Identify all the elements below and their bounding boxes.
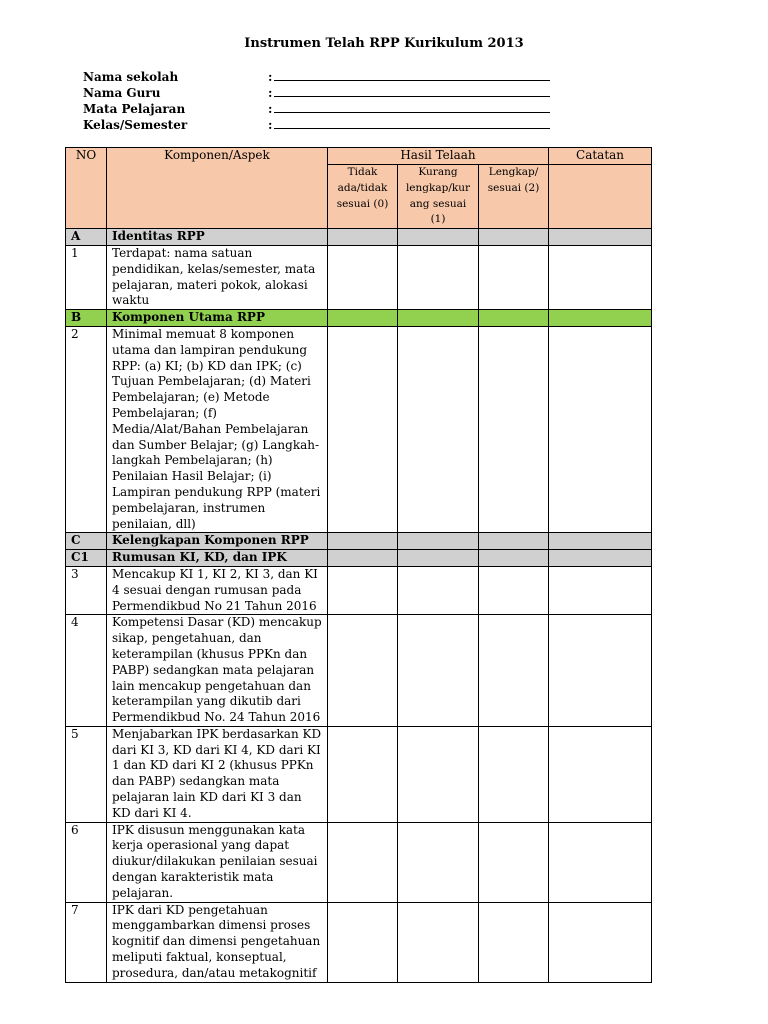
score-cell-1[interactable] [398,566,479,614]
notes-cell[interactable] [549,566,652,614]
notes-cell[interactable] [549,229,652,246]
score-cell-2[interactable] [479,326,549,532]
score-cell-0[interactable] [328,245,398,309]
field-label: Mata Pelajaran [83,102,186,116]
header-no: NO [66,148,107,229]
score-cell-2[interactable] [479,615,549,727]
notes-cell[interactable] [549,310,652,327]
notes-cell[interactable] [549,326,652,532]
document-title: Instrumen Telah RPP Kurikulum 2013 [244,36,524,51]
score-cell-0[interactable] [328,550,398,567]
score-cell-2[interactable] [479,229,549,246]
header-catatan-sub [549,165,652,229]
blank-line[interactable] [274,101,550,113]
row-text: Kelengkapan Komponen RPP [107,533,328,550]
row-number: A [66,229,107,246]
identity-fields [83,69,273,133]
header-komponen: Komponen/Aspek [107,148,328,229]
header-hasil-telaah: Hasil Telaah [328,148,549,165]
score-cell-1[interactable] [398,229,479,246]
field-label: Nama sekolah [83,70,179,84]
field-separator: : [268,118,273,132]
row-number: C1 [66,550,107,567]
table-row-1 [66,245,652,309]
score-cell-2[interactable] [479,822,549,902]
notes-cell[interactable] [549,822,652,902]
field-separator: : [268,102,273,116]
score-cell-0[interactable] [328,566,398,614]
score-cell-1[interactable] [398,533,479,550]
score-cell-1[interactable] [398,326,479,532]
row-number: 7 [66,902,107,982]
score-cell-0[interactable] [328,326,398,532]
row-text: Menjabarkan IPK berdasarkan KD dari KI 3, KD dari KI 4, KD dari KI 1 dan KD dari KI 2 (khusus PPKn dan PABP) sedangkan mata pelajaran lain KD dari KI 3 dan KD dari KI 4. [107,726,328,822]
field-separator: : [268,86,273,100]
score-cell-0[interactable] [328,229,398,246]
table-row-6 [66,822,652,902]
header-catatan: Catatan [549,148,652,165]
row-text: IPK disusun menggunakan kata kerja operasional yang dapat diukur/dilakukan penilaian sesuai dengan karakteristik mata pelajaran. [107,822,328,902]
row-text: Identitas RPP [107,229,328,246]
section-row-a [66,229,652,246]
section-row-b [66,310,652,327]
score-cell-1[interactable] [398,902,479,982]
score-cell-2[interactable] [479,726,549,822]
score-cell-1[interactable] [398,550,479,567]
row-text: Rumusan KI, KD, dan IPK [107,550,328,567]
row-text: IPK dari KD pengetahuan menggambarkan dimensi proses kognitif dan dimensi pengetahuan meliputi faktual, konseptual, prosedura, dan/atau metakognitif [107,902,328,982]
score-cell-0[interactable] [328,615,398,727]
row-number: 3 [66,566,107,614]
header-lengkap: Lengkap/ sesuai (2) [479,165,549,229]
row-number: C [66,533,107,550]
score-cell-0[interactable] [328,310,398,327]
blank-line[interactable] [274,69,550,81]
notes-cell[interactable] [549,902,652,982]
field-kelas-semester[interactable] [83,117,273,133]
field-nama-sekolah[interactable] [83,69,273,85]
row-number: 5 [66,726,107,822]
score-cell-1[interactable] [398,310,479,327]
header-kurang: Kurang lengkap/kur ang sesuai (1) [398,165,479,229]
row-number: 1 [66,245,107,309]
row-number: 4 [66,615,107,727]
row-number: B [66,310,107,327]
blank-line[interactable] [274,85,550,97]
field-label: Kelas/Semester [83,118,188,132]
score-cell-1[interactable] [398,615,479,727]
notes-cell[interactable] [549,245,652,309]
row-text: Kompetensi Dasar (KD) mencakup sikap, pengetahuan, dan keterampilan (khusus PPKn dan PABP) sedangkan mata pelajaran lain mencakup pengetahuan dan keterampilan yang dikutib dari Permendikbud No. 24 Tahun 2016 [107,615,328,727]
row-text: Komponen Utama RPP [107,310,328,327]
table-row-7 [66,902,652,982]
field-nama-guru[interactable] [83,85,273,101]
score-cell-1[interactable] [398,245,479,309]
table-row-5 [66,726,652,822]
section-row-c [66,533,652,550]
score-cell-0[interactable] [328,726,398,822]
notes-cell[interactable] [549,615,652,727]
review-table [65,147,652,983]
section-row-c1 [66,550,652,567]
score-cell-2[interactable] [479,310,549,327]
table-row-2 [66,326,652,532]
field-mata-pelajaran[interactable] [83,101,273,117]
table-row-4 [66,615,652,727]
score-cell-0[interactable] [328,902,398,982]
row-text: Minimal memuat 8 komponen utama dan lampiran pendukung RPP: (a) KI; (b) KD dan IPK; (c) Tujuan Pembelajaran; (d) Materi Pembelajaran; (e) Metode Pembelajaran; (f) Media/Alat/Bahan Pembelajaran dan Sumber Belajar; (g) Langkah-langkah Pembelajaran; (h) Penilaian Hasil Belajar; (i) Lampiran pendukung RPP (materi pembelajaran, instrumen penilaian, dll) [107,326,328,532]
score-cell-0[interactable] [328,822,398,902]
notes-cell[interactable] [549,726,652,822]
field-label: Nama Guru [83,86,161,100]
score-cell-2[interactable] [479,902,549,982]
notes-cell[interactable] [549,533,652,550]
blank-line[interactable] [274,117,550,129]
score-cell-2[interactable] [479,566,549,614]
row-number: 2 [66,326,107,532]
score-cell-2[interactable] [479,533,549,550]
header-tidak: Tidak ada/tidak sesuai (0) [328,165,398,229]
row-number: 6 [66,822,107,902]
table-row-3 [66,566,652,614]
score-cell-2[interactable] [479,550,549,567]
score-cell-1[interactable] [398,726,479,822]
field-separator: : [268,70,273,84]
notes-cell[interactable] [549,550,652,567]
score-cell-0[interactable] [328,533,398,550]
score-cell-1[interactable] [398,822,479,902]
score-cell-2[interactable] [479,245,549,309]
row-text: Terdapat: nama satuan pendidikan, kelas/semester, mata pelajaran, materi pokok, alokasi waktu [107,245,328,309]
row-text: Mencakup KI 1, KI 2, KI 3, dan KI 4 sesuai dengan rumusan pada Permendikbud No 21 Tahun 2016 [107,566,328,614]
